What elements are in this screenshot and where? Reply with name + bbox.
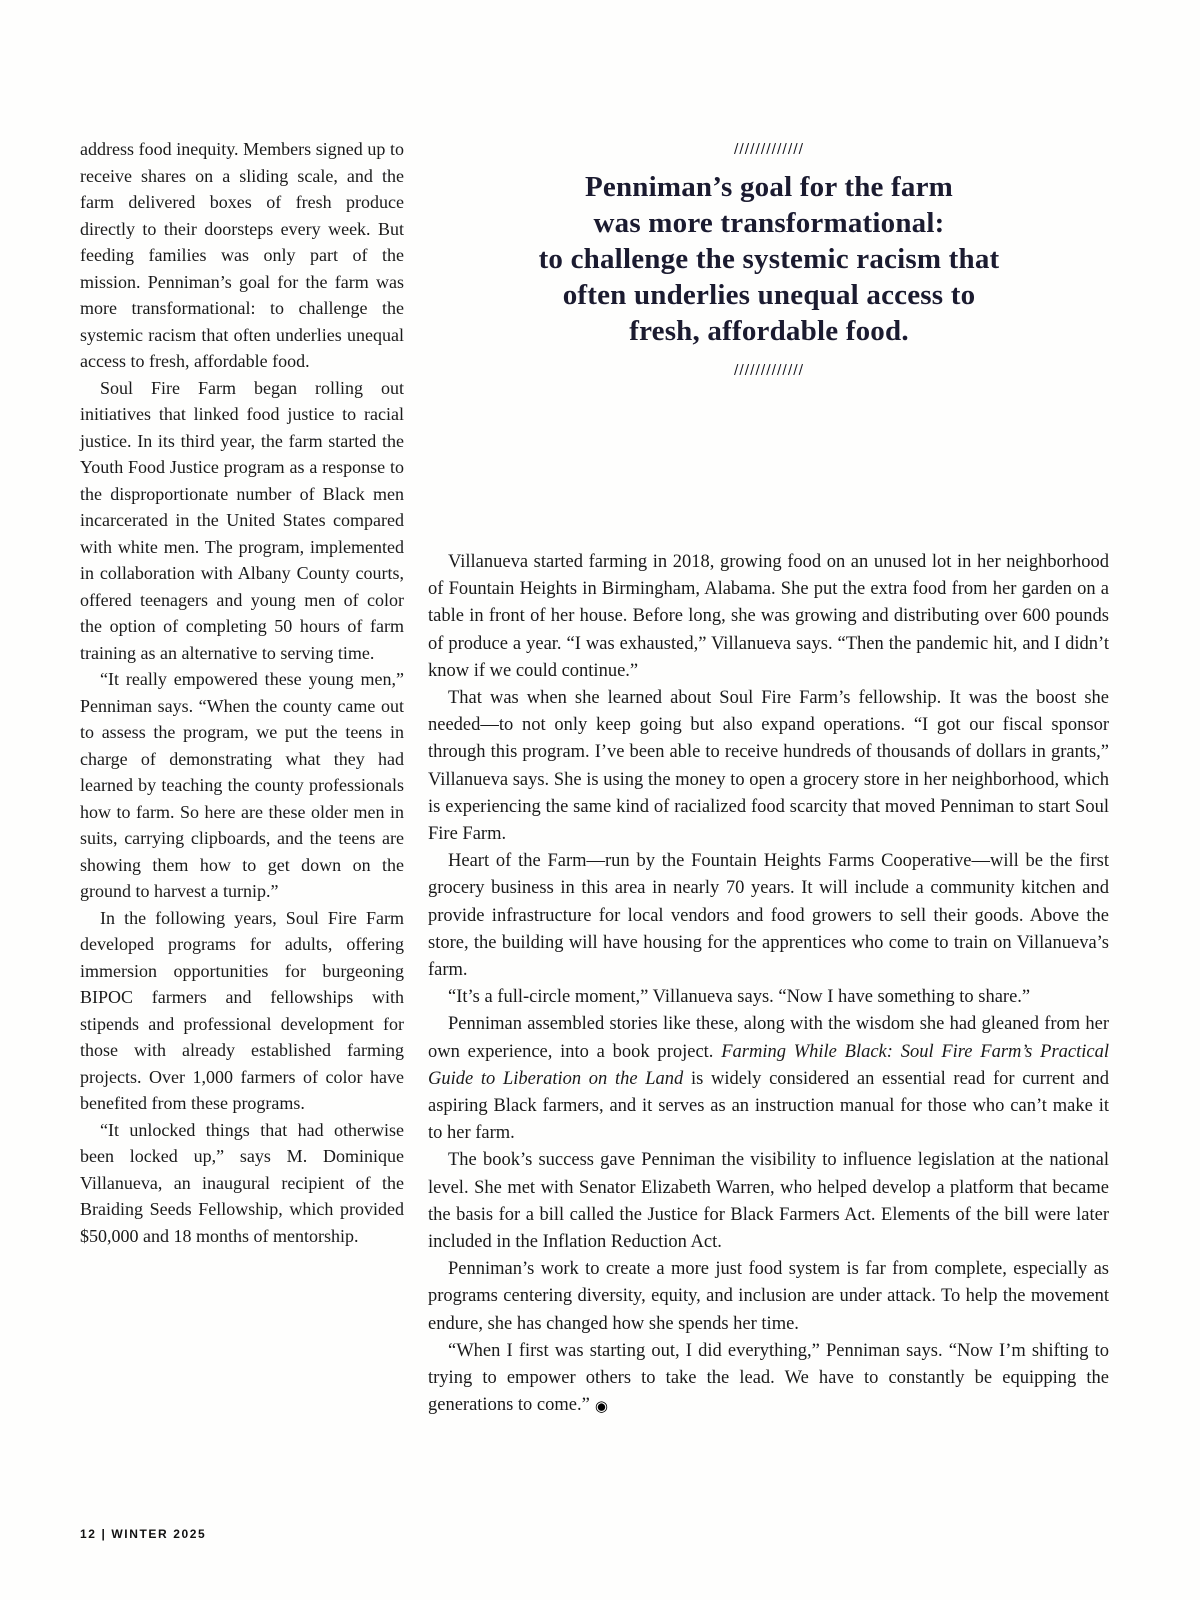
slash-ornament-bottom: ///////////// (734, 363, 804, 378)
paragraph (428, 1011, 1109, 1147)
paragraph: In the following years, Soul Fire Farm developed programs for adults, offering immersion opportunities for burgeoning BIPOC farmers and fellowships with stipends and professional development for those with already established farming projects. Over 1,000 farmers of color have benefited from these programs. (80, 907, 404, 1113)
paragraph: Soul Fire Farm began rolling out initiatives that linked food justice to racial justice. In its third year, the farm started the Youth Food Justice program as a response to the disproportionate number of Black men incarcerated in the United States compared with white men. The program, implemented in collaboration with Albany County courts, offered teenagers and young men of color the option of completing 50 hours of farm training as an alternative to serving time. (80, 377, 404, 663)
right-column (428, 549, 1109, 1421)
paragraph: Heart of the Farm—run by the Fountain Heights Farms Cooperative—will be the first grocery business in this area in nearly 70 years. It will include a community kitchen and provide infrastructure for local vendors and food growers to sell their goods. Above the store, the building will have housing for the apprentices who come to train on Villanueva’s farm. (428, 851, 1109, 981)
paragraph: That was when she learned about Soul Fire Farm’s fellowship. It was the boost she needed—to not only keep going but also expand operations. “I got our fiscal sponsor through this program. I’ve been able to receive hundreds of thousands of dollars in grants,” Villanueva says. She is using the money to open a grocery store in her neighborhood, which is experiencing the same kind of racialized food scarcity that moved Penniman to start Soul Fire Farm. (428, 688, 1109, 845)
paragraph: “It really empowered these young men,” Penniman says. “When the county came out to assess the program, we put the teens in charge of demonstrating what they had learned by teaching the county professionals how to farm. So here are these older men in suits, carrying clipboards, and the teens are showing them how to get down on the ground to harvest a turnip.” (80, 669, 404, 901)
book-title: Farming While Black: Soul Fire Farm’s Practical Guide to Liberation on the Land (428, 1041, 1109, 1089)
pull-quote-line: fresh, affordable food. (629, 315, 909, 347)
page-footer (80, 1527, 206, 1541)
pull-quote-line: often underlies unequal access to (562, 279, 976, 311)
paragraph: Penniman’s work to create a more just food system is far from complete, especially as programs centering diversity, equity, and inclusion are under attack. To help the movement endure, she has changed how she spends her time. (428, 1259, 1109, 1334)
page-number-and-issue: 12 | WINTER 2025 (80, 1527, 207, 1541)
left-column (80, 136, 404, 1249)
slash-ornament-top: ///////////// (734, 142, 804, 157)
paragraph-text: “When I first was starting out, I did everything,” Penniman says. “Now I’m shifting to trying to empower others to take the lead. We have to constantly be equipping the generations to come.” (428, 1340, 1109, 1416)
pull-quote-line: was more transformational: (593, 207, 945, 239)
paragraph-text: is widely considered an essential read for current and aspiring Black farmers, and it serves as an instruction manual for those who can’t make it to her farm. (428, 1068, 1109, 1144)
paragraph (428, 1338, 1109, 1421)
article-end-mark-icon: ◉ (594, 1397, 608, 1416)
pull-quote-block (428, 142, 1110, 378)
pull-quote-line: Penniman’s goal for the farm (584, 171, 954, 203)
paragraph: address food inequity. Members signed up to receive shares on a sliding scale, and the farm delivered boxes of fresh produce directly to their doorsteps every week. But feeding families was only part of the mission. Penniman’s goal for the farm was more transformational: to challenge the systemic racism that often underlies unequal access to fresh, affordable food. (80, 139, 404, 371)
paragraph: Villanueva started farming in 2018, growing food on an unused lot in her neighborhood of Fountain Heights in Birmingham, Alabama. She put the extra food from her garden on a table in front of her house. Before long, she was growing and distributing over 600 pounds of produce a year. “I was exhausted,” Villanueva says. “Then the pandemic hit, and I didn’t know if we could continue.” (428, 552, 1109, 681)
paragraph: The book’s success gave Penniman the visibility to influence legislation at the national level. She met with Senator Elizabeth Warren, who helped develop a platform that became the basis for a bill called the Justice for Black Farmers Act. Elements of the bill were later included in the Inflation Reduction Act. (428, 1150, 1109, 1253)
pull-quote-line: to challenge the systemic racism that (538, 243, 1000, 275)
paragraph-text: Penniman assembled stories like these, along with the wisdom she had gleaned from her own experience, into a book project. (428, 1014, 1109, 1062)
paragraph: “It’s a full-circle moment,” Villanueva says. “Now I have something to share.” (448, 987, 1031, 1008)
paragraph: “It unlocked things that had otherwise been locked up,” says M. Dominique Villanueva, an inaugural recipient of the Braiding Seeds Fellowship, which provided $50,000 and 18 months of mentorship. (80, 1119, 404, 1246)
